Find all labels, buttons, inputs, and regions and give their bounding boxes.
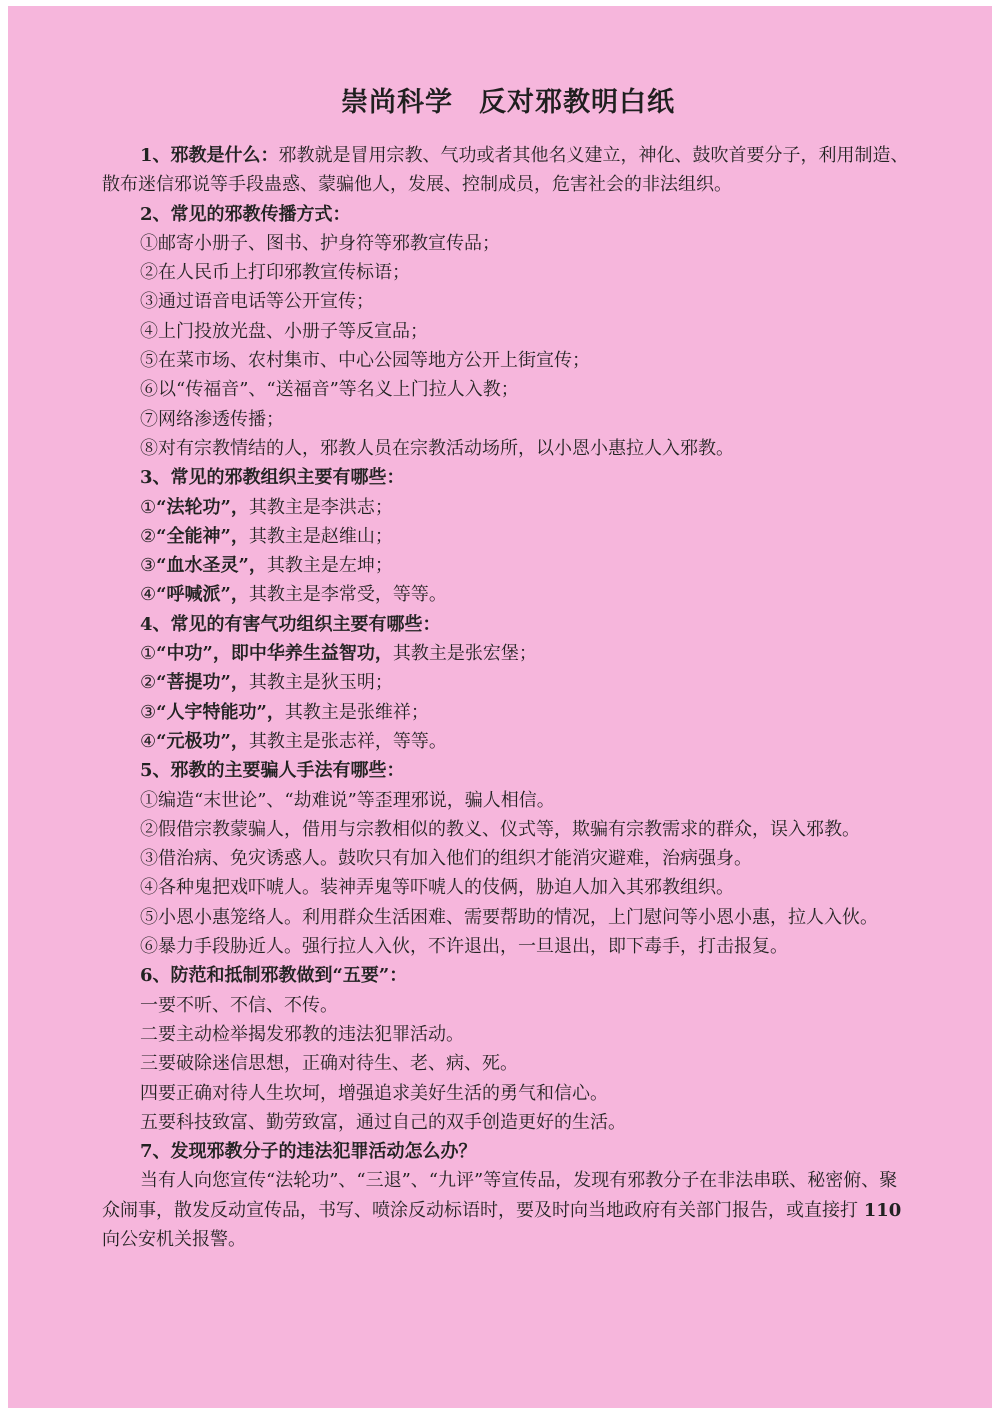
pink-leaflet <box>8 6 992 1408</box>
section-7-heading: 7、发现邪教分子的违法犯罪活动怎么办？ <box>140 1141 477 1163</box>
section-7-text-after: 向公安机关报警。 <box>102 1228 246 1250</box>
section-5-heading: 5、邪教的主要骗人手法有哪些： <box>140 760 405 782</box>
document-body <box>102 76 914 1254</box>
section-5-item: ⑥暴力手段胁近人。强行拉人入伙，不许退出，一旦退出，即下毒手，打击报复。 <box>140 936 788 958</box>
item-number: ② <box>140 672 157 694</box>
section-5-item: ③借治病、免灾诱惑人。鼓吹只有加入他们的组织才能消灾避难，治病强身。 <box>140 848 752 870</box>
section-5-item: ④各种鬼把戏吓唬人。装神弄鬼等吓唬人的伎俩，胁迫人加入其邪教组织。 <box>140 877 734 899</box>
item-detail: 其教主是李常受，等等。 <box>248 584 447 606</box>
item-number: ② <box>140 525 157 547</box>
section-2-item: ⑧对有宗教情结的人，邪教人员在宗教活动场所，以小恩小惠拉人入邪教。 <box>140 437 734 459</box>
section-3-item <box>102 493 914 522</box>
section-3-item <box>102 522 914 551</box>
section-4-item <box>102 639 914 668</box>
qigong-name: “人宇特能功”， <box>156 701 285 723</box>
section-5-item: ①编造“末世论”、“劫难说”等歪理邪说，骗人相信。 <box>140 789 555 811</box>
qigong-name: “中功”，即中华养生益智功， <box>156 643 393 665</box>
section-4-item <box>102 727 914 756</box>
section-6-item: 二要主动检举揭发邪教的违法犯罪活动。 <box>140 1023 464 1045</box>
item-number: ④ <box>140 730 157 752</box>
item-number: ③ <box>140 555 157 577</box>
item-number: ① <box>140 496 157 518</box>
cult-name: “呼喊派”， <box>156 584 249 606</box>
item-detail: 其教主是左坤； <box>266 555 393 577</box>
section-7-text-before: 当有人向您宣传“法轮功”、“三退”、“九评”等宣传品，发现有邪教分子在非法串联、秘密俯、聚众闹事，散发反动宣传品，书写、喷涂反动标语时，要及时向当地政府有关部门报告，或直接打 <box>102 1170 898 1221</box>
police-number: 110 <box>863 1199 902 1221</box>
page-title <box>102 80 914 119</box>
section-1-heading: 1、邪教是什么： <box>140 145 279 166</box>
section-2-item: ①邮寄小册子、图书、护身符等邪教宣传品； <box>140 232 500 254</box>
item-number: ③ <box>140 701 157 723</box>
item-detail: 其教主是狄玉明； <box>248 672 393 694</box>
section-4-item <box>102 698 914 727</box>
title-part-1: 崇尚科学 <box>341 87 453 118</box>
section-2-heading: 2、常见的邪教传播方式： <box>140 203 351 225</box>
section-2-item: ②在人民币上打印邪教宣传标语； <box>140 262 410 284</box>
section-1 <box>102 141 914 200</box>
section-6-item: 三要破除迷信思想，正确对待生、老、病、死。 <box>140 1053 518 1075</box>
item-detail: 其教主是张维祥； <box>284 701 429 723</box>
section-5-item: ⑤小恩小惠笼络人。利用群众生活困难、需要帮助的情况，上门慰问等小恩小惠，拉人入伙。 <box>140 906 878 928</box>
cult-name: “法轮功”， <box>156 496 249 518</box>
item-detail: 其教主是张宏堡； <box>392 643 537 665</box>
item-number: ① <box>140 643 157 665</box>
section-7-text <box>102 1166 914 1254</box>
section-2-item: ⑤在菜市场、农村集市、中心公园等地方公开上街宣传； <box>140 350 590 372</box>
section-3-heading: 3、常见的邪教组织主要有哪些： <box>140 467 405 489</box>
section-2-item: ⑦网络渗透传播； <box>140 408 284 430</box>
qigong-name: “菩提功”， <box>156 672 249 694</box>
item-detail: 其教主是赵维山； <box>248 525 393 547</box>
item-number: ④ <box>140 584 157 606</box>
item-detail: 其教主是李洪志； <box>248 496 393 518</box>
section-2-item: ⑥以“传福音”、“送福音”等名义上门拉人入教； <box>140 379 519 401</box>
section-3-item <box>102 551 914 580</box>
section-3-item <box>102 580 914 609</box>
section-6-item: 四要正确对待人生坎坷，增强追求美好生活的勇气和信心。 <box>140 1082 608 1104</box>
section-2-item: ③通过语音电话等公开宣传； <box>140 291 374 313</box>
section-6-heading: 6、防范和抵制邪教做到“五要”： <box>140 965 408 987</box>
item-detail: 其教主是张志祥，等等。 <box>248 730 447 752</box>
cult-name: “全能神”， <box>156 525 249 547</box>
section-4-heading: 4、常见的有害气功组织主要有哪些： <box>140 613 441 635</box>
section-2-item: ④上门投放光盘、小册子等反宣品； <box>140 320 428 342</box>
section-6-item: 五要科技致富、勤劳致富，通过自己的双手创造更好的生活。 <box>140 1111 626 1133</box>
qigong-name: “元极功”， <box>156 730 249 752</box>
section-1-text: 邪教就是冒用宗教、气功或者其他名义建立，神化、鼓吹首要分子，利用制造、散布迷信邪说等手段蛊惑、蒙骗他人，发展、控制成员，危害社会的非法组织。 <box>102 145 909 196</box>
section-5-item: ②假借宗教蒙骗人，借用与宗教相似的教义、仪式等，欺骗有宗教需求的群众，误入邪教。 <box>140 818 860 840</box>
section-4-item <box>102 668 914 697</box>
cult-name: “血水圣灵”， <box>156 555 267 577</box>
section-6-item: 一要不听、不信、不传。 <box>140 994 338 1016</box>
title-part-2: 反对邪教明白纸 <box>479 87 675 118</box>
